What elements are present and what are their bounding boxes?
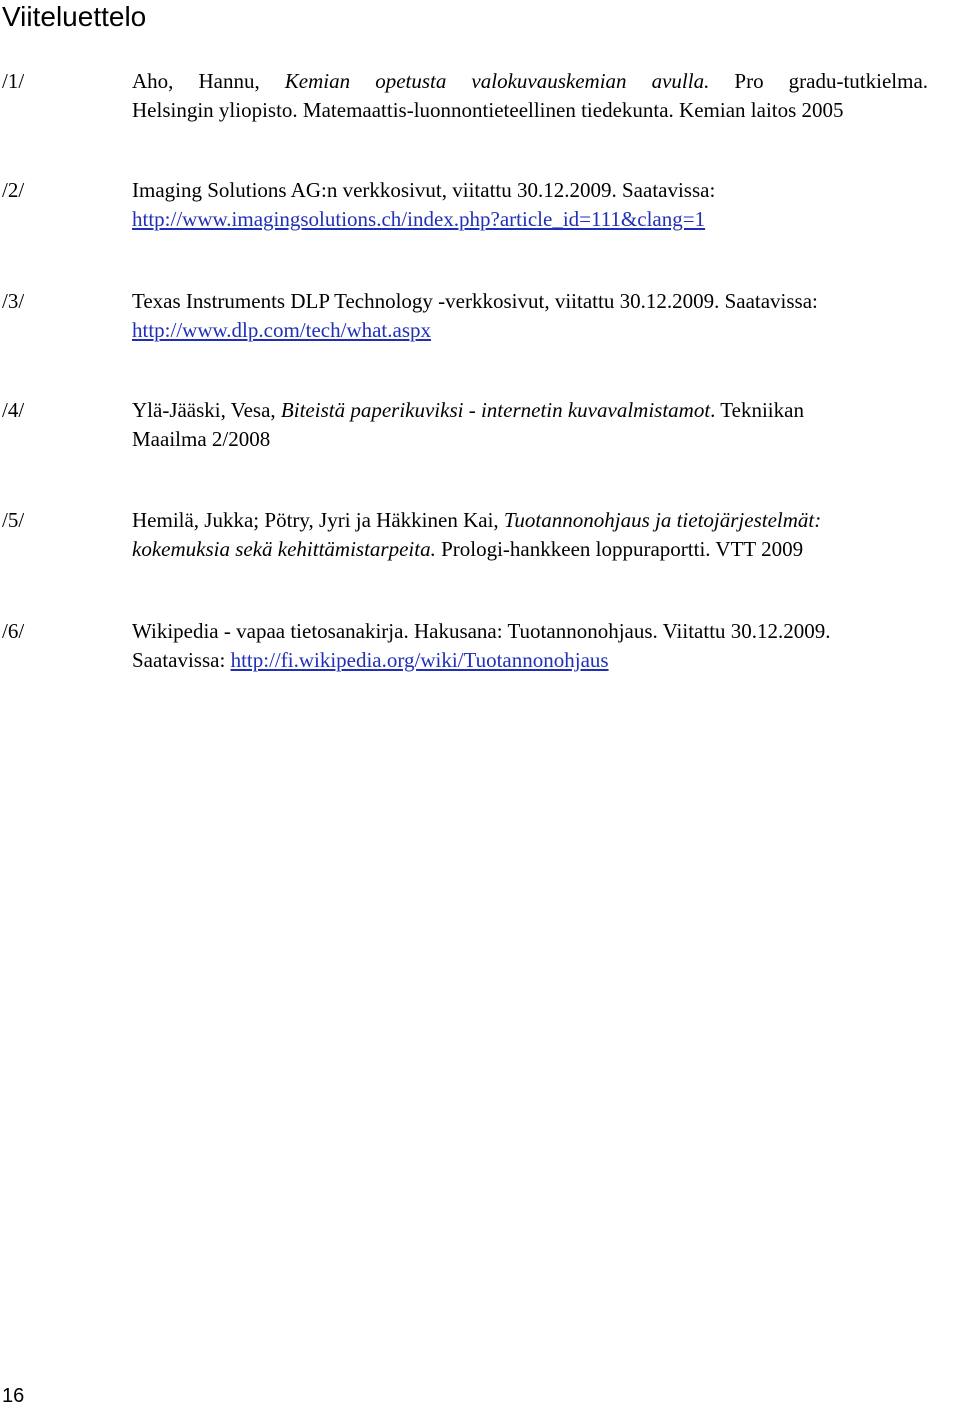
reference-link[interactable]: http://www.imagingsolutions.ch/index.php?article_id=111&clang=1 — [132, 207, 706, 231]
reference-link[interactable]: http://www.dlp.com/tech/what.aspx — [132, 318, 432, 342]
reference-line — [132, 617, 932, 646]
reference-line — [132, 535, 932, 564]
reference-text — [132, 176, 932, 234]
reference-text — [132, 67, 932, 125]
reference-line — [132, 646, 932, 675]
reference-line — [132, 396, 932, 425]
reference-text — [132, 617, 932, 675]
reference-detail: Helsingin yliopisto. Matemaattis-luonnontieteellinen tiedekunta. Kemian laitos 2005 — [132, 98, 844, 122]
reference-text — [132, 506, 932, 564]
reference-link[interactable]: http://fi.wikipedia.org/wiki/Tuotannonohjaus — [230, 648, 609, 672]
reference-number: /4/ — [2, 398, 25, 422]
page-title: Viiteluettelo — [2, 1, 147, 32]
reference-detail: Prologi-hankkeen loppuraportti. VTT 2009 — [435, 537, 804, 561]
reference-text — [132, 396, 932, 454]
reference-number: /3/ — [2, 289, 25, 313]
page-number: 16 — [2, 1385, 25, 1407]
reference-detail: Saatavissa: — [132, 648, 231, 672]
reference-detail: . Tekniikan — [710, 398, 804, 422]
work-title: kokemuksia sekä kehittämistarpeita. — [132, 537, 436, 561]
reference-line — [132, 425, 932, 454]
reference-detail: Imaging Solutions AG:n verkkosivut, viitattu 30.12.2009. Saatavissa: — [132, 178, 716, 202]
author-text: Aho, Hannu, — [132, 69, 285, 93]
reference-number: /2/ — [2, 178, 25, 202]
reference-number: /6/ — [2, 619, 25, 643]
reference-line — [132, 205, 932, 234]
work-title: Tuotannonohjaus ja tietojärjestelmät: — [503, 508, 822, 532]
work-title: Biteistä paperikuviksi - internetin kuvavalmistamot — [280, 398, 711, 422]
reference-text — [132, 287, 932, 345]
reference-line — [132, 316, 932, 345]
reference-detail: Texas Instruments DLP Technology -verkkosivut, viitattu 30.12.2009. Saatavissa: — [132, 289, 818, 313]
author-text: Ylä-Jääski, Vesa, — [132, 398, 281, 422]
author-text: Hemilä, Jukka; Pötry, Jyri ja Häkkinen Kai, — [132, 508, 504, 532]
reference-line — [132, 506, 932, 535]
reference-line — [132, 287, 932, 316]
reference-number: /1/ — [2, 69, 25, 93]
reference-line — [132, 96, 932, 125]
reference-detail: Pro gradu-tutkielma. — [709, 69, 929, 93]
reference-line — [132, 176, 932, 205]
reference-detail: Wikipedia - vapaa tietosanakirja. Hakusana: Tuotannonohjaus. Viitattu 30.12.2009. — [132, 619, 831, 643]
work-title: Kemian opetusta valokuvauskemian avulla. — [284, 69, 710, 93]
reference-number: /5/ — [2, 508, 25, 532]
reference-detail: Maailma 2/2008 — [132, 427, 271, 451]
reference-line — [132, 67, 928, 96]
